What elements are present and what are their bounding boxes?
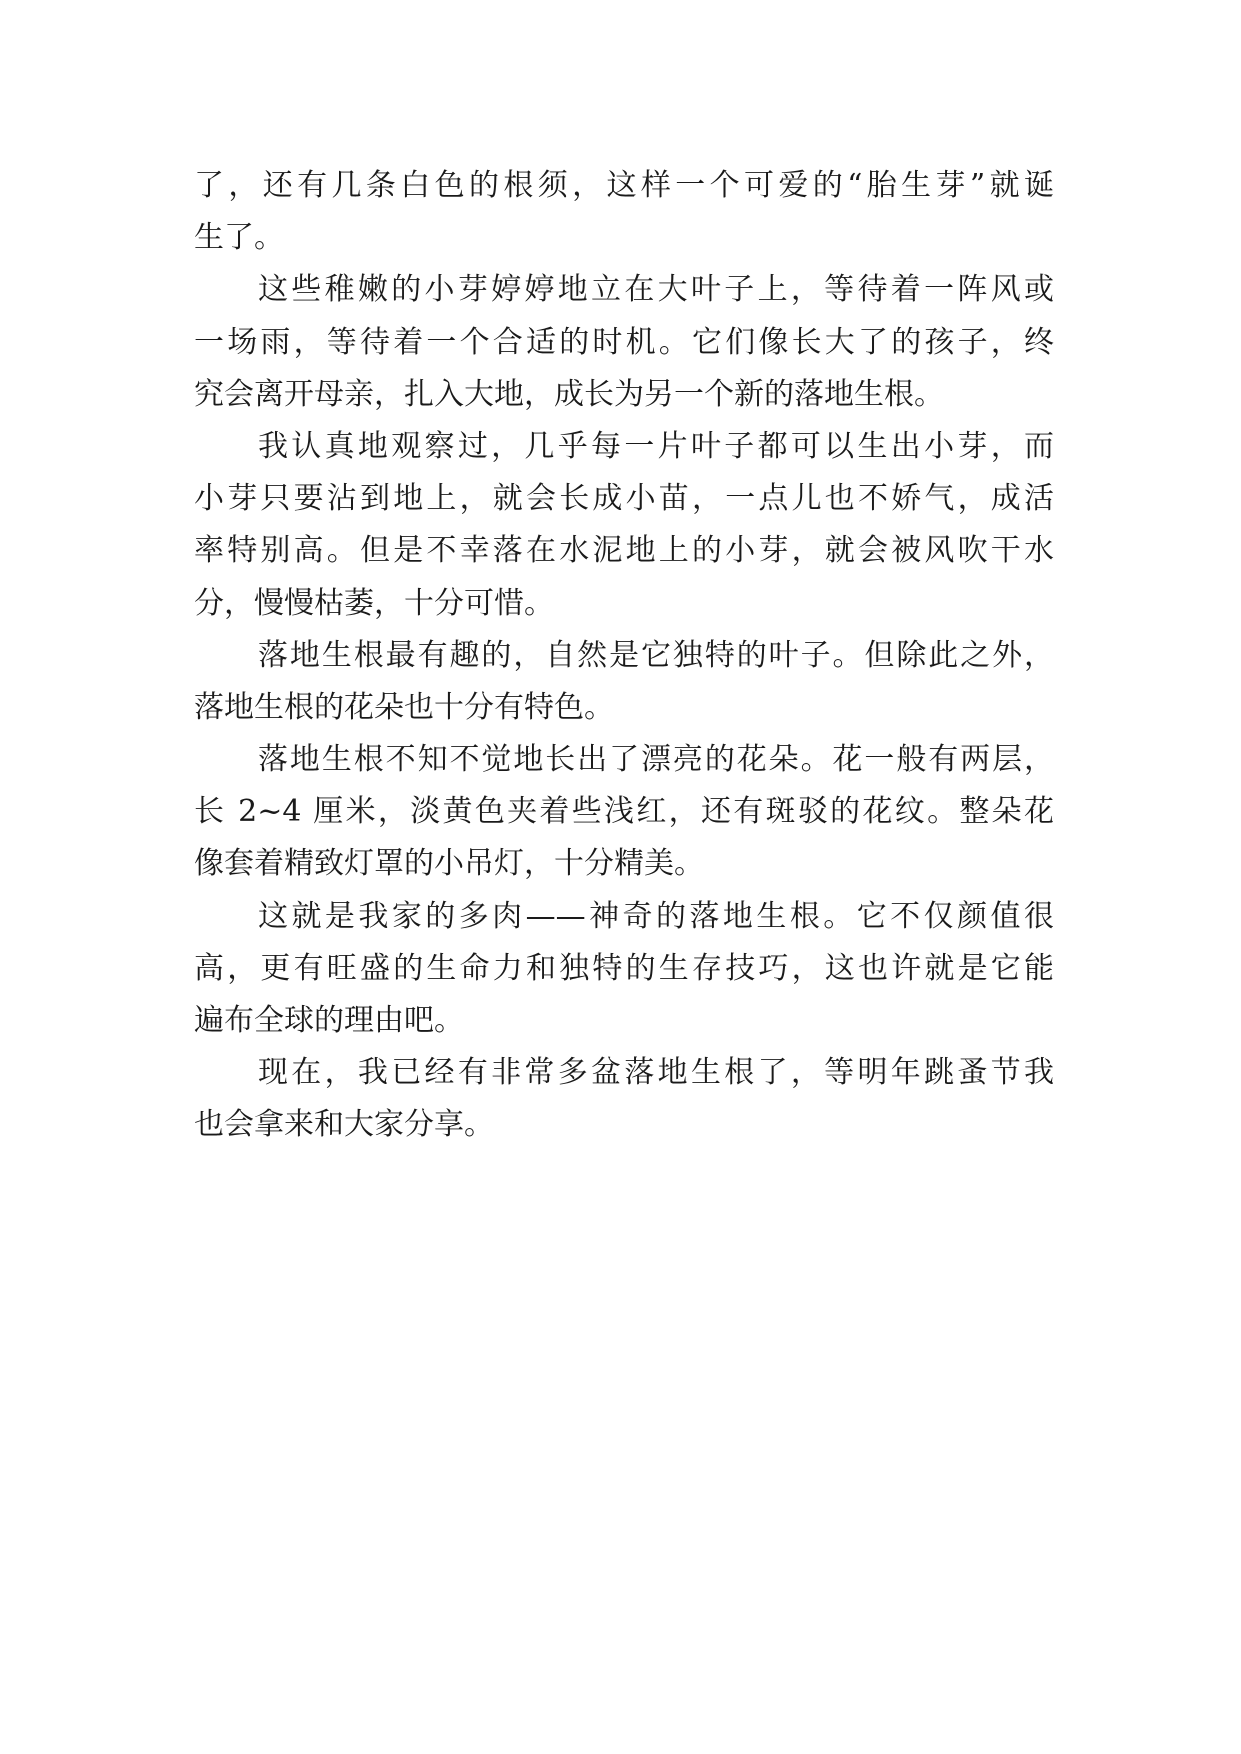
body-text [194, 160, 1054, 1152]
text-line: 长 2~4 厘米，淡黄色夹着些浅红，还有斑驳的花纹。整朵花 [194, 794, 1054, 830]
paragraph [194, 264, 1054, 421]
paragraph [194, 160, 1054, 264]
paragraph [194, 734, 1054, 891]
paragraph [194, 421, 1054, 630]
text-line: 了，还有几条白色的根须，这样一个可爱的“胎生芽”就诞 [194, 168, 1054, 203]
text-line: 落地生根最有趣的，自然是它独特的叶子。但除此之外， [258, 637, 1054, 673]
text-line: 落地生根的花朵也十分有特色。 [194, 689, 614, 725]
paragraph [194, 891, 1054, 1048]
text-line: 我认真地观察过，几乎每一片叶子都可以生出小芽，而 [258, 428, 1054, 464]
text-line: 生了。 [194, 220, 284, 256]
text-line: 究会离开母亲，扎入大地，成长为另一个新的落地生根。 [194, 376, 944, 412]
text-line: 这就是我家的多肉——神奇的落地生根。它不仅颜值很 [258, 898, 1054, 934]
text-line: 分，慢慢枯萎，十分可惜。 [194, 585, 554, 621]
text-line: 这些稚嫩的小芽婷婷地立在大叶子上，等待着一阵风或 [258, 272, 1054, 308]
text-line: 落地生根不知不觉地长出了漂亮的花朵。花一般有两层， [258, 742, 1054, 778]
text-line: 现在，我已经有非常多盆落地生根了，等明年跳蚤节我 [258, 1055, 1054, 1091]
text-line: 像套着精致灯罩的小吊灯，十分精美。 [194, 846, 704, 882]
paragraph [194, 1047, 1054, 1151]
paragraph [194, 630, 1054, 734]
text-line: 也会拿来和大家分享。 [194, 1107, 494, 1143]
text-line: 遍布全球的理由吧。 [194, 1003, 464, 1038]
text-line: 小芽只要沾到地上，就会长成小苗，一点儿也不娇气，成活 [194, 481, 1054, 517]
text-line: 高，更有旺盛的生命力和独特的生存技巧，这也许就是它能 [194, 950, 1054, 986]
text-line: 一场雨，等待着一个合适的时机。它们像长大了的孩子，终 [194, 324, 1054, 360]
text-line: 率特别高。但是不幸落在水泥地上的小芽，就会被风吹干水 [194, 533, 1054, 569]
